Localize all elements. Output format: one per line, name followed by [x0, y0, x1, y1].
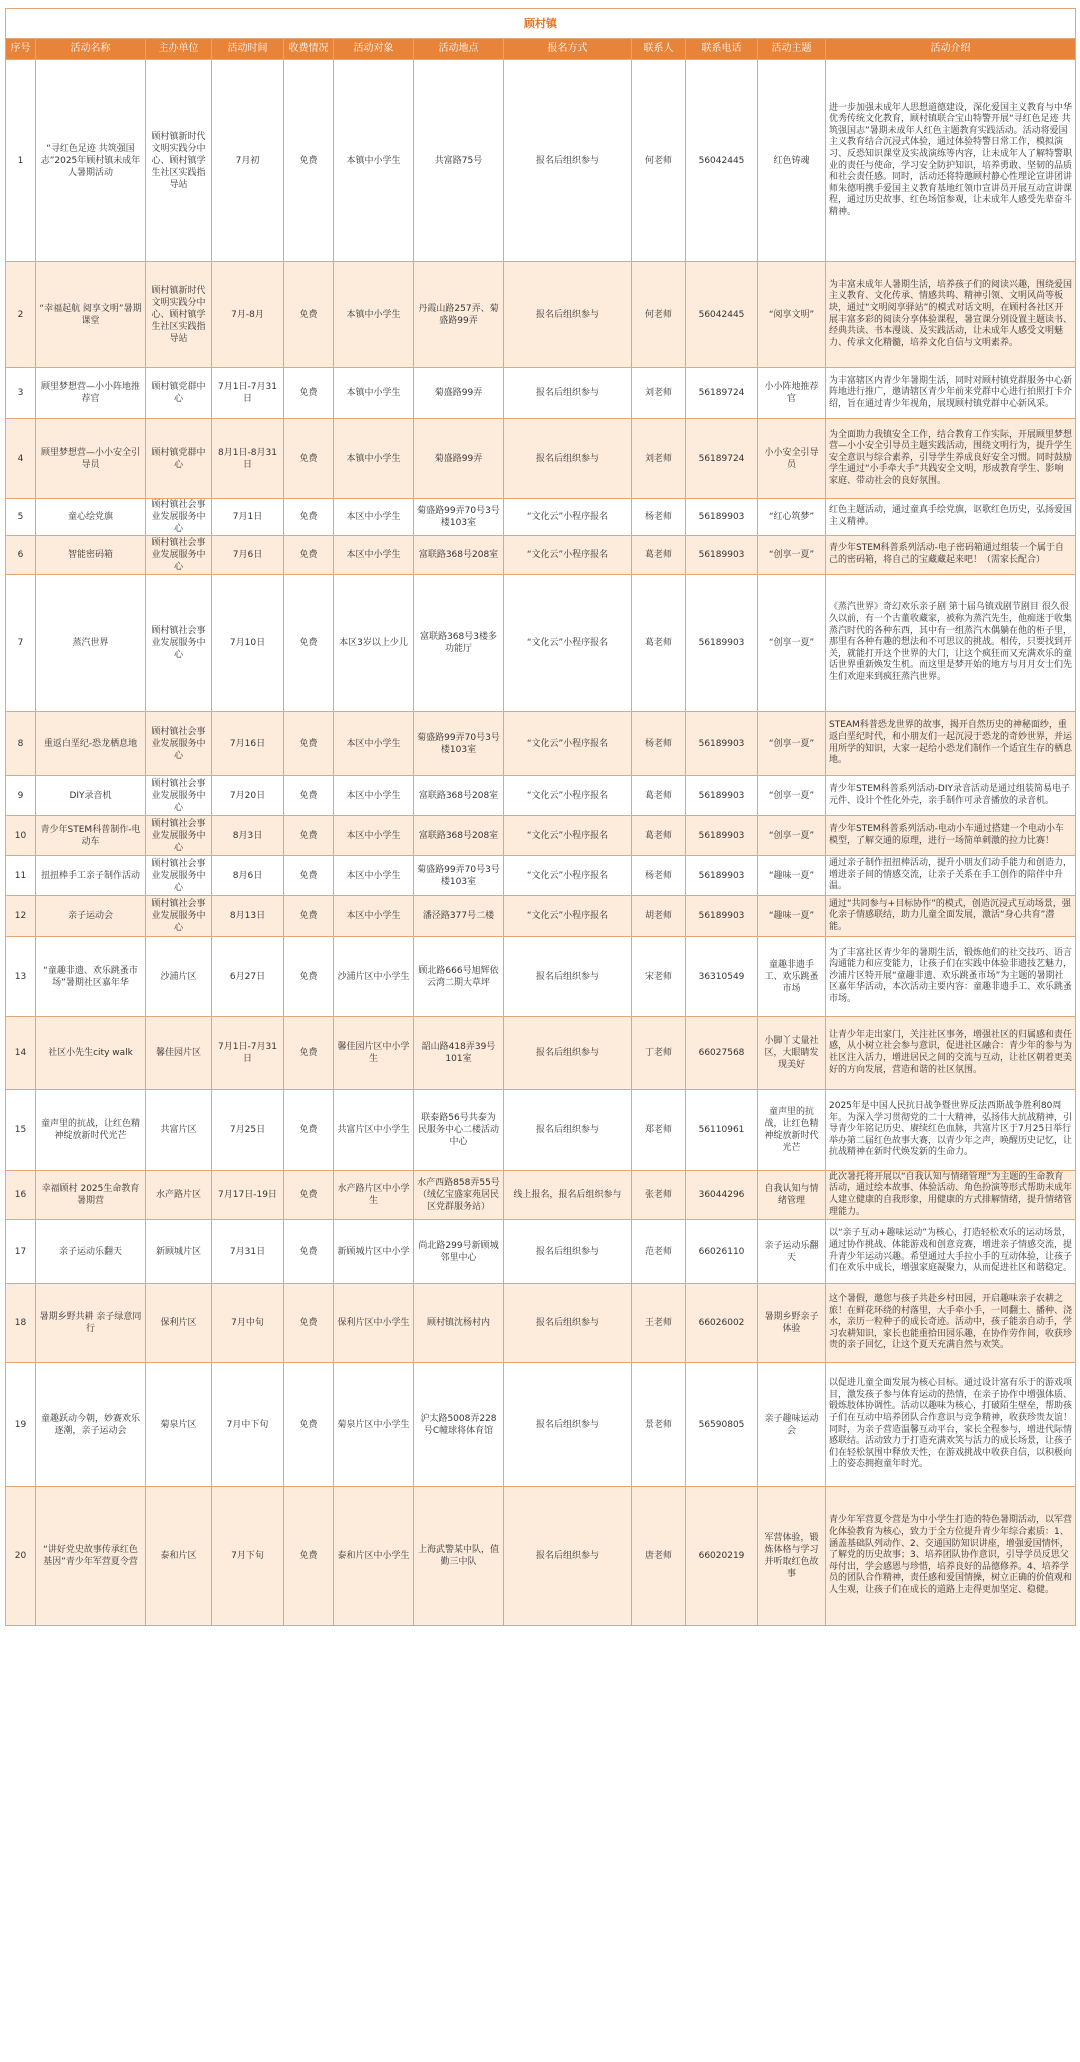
row-signup: “文化云”小程序报名	[504, 896, 632, 937]
table-row	[6, 60, 1076, 262]
row-target: 本区中小学生	[334, 856, 414, 896]
row-theme: 小小安全引导员	[758, 419, 826, 499]
table-row	[6, 1017, 1076, 1090]
row-activity-name: 扭扭棒手工亲子制作活动	[36, 856, 146, 896]
table-row	[6, 776, 1076, 816]
row-target: 本镇中小学生	[334, 60, 414, 262]
row-intro: 红色主题活动，通过童真手绘党旗，讴歌红色历史，弘扬爱国主义精神。	[826, 499, 1076, 536]
row-contact: 杨老师	[632, 712, 686, 776]
row-time: 7月下旬	[212, 1487, 284, 1626]
row-phone: 56110961	[686, 1090, 758, 1171]
row-time: 7月20日	[212, 776, 284, 816]
row-intro: 此次暑托将开展以“自我认知与情绪管理”为主题的生命教育活动，通过绘本故事、体验活动、角色扮演等形式帮助未成年人建立健康的自我形象，用健康的方式排解情绪，提升情绪管理能力。	[826, 1171, 1076, 1220]
row-activity-name: 童心绘党旗	[36, 499, 146, 536]
row-phone: 56189903	[686, 499, 758, 536]
header-intro: 活动介绍	[826, 39, 1076, 60]
row-fee: 免费	[284, 575, 334, 712]
row-organizer: 顾村镇新时代文明实践分中心、顾村镇学生社区实践指导站	[146, 60, 212, 262]
row-no: 4	[6, 419, 36, 499]
row-place: 丹霞山路257弄、菊盛路99弄	[414, 262, 504, 368]
row-target: 本区中小学生	[334, 536, 414, 575]
row-theme: 小脚丫丈量社区，大眼睛发现美好	[758, 1017, 826, 1090]
row-target: 本区中小学生	[334, 896, 414, 937]
row-fee: 免费	[284, 262, 334, 368]
row-intro: 青少年STEM科普系列活动-DIY录音活动是通过组装简易电子元件、设计个性化外壳，亲手制作可录音播放的录音机。	[826, 776, 1076, 816]
header-contact: 联系人	[632, 39, 686, 60]
row-time: 8月3日	[212, 816, 284, 856]
row-organizer: 顾村镇社会事业发展服务中心	[146, 776, 212, 816]
row-no: 9	[6, 776, 36, 816]
table-row	[6, 816, 1076, 856]
row-organizer: 菊泉片区	[146, 1363, 212, 1487]
row-contact: 杨老师	[632, 499, 686, 536]
row-time: 7月31日	[212, 1220, 284, 1284]
row-activity-name: DIY录音机	[36, 776, 146, 816]
row-intro: 这个暑假，邀您与孩子共赴乡村田园，开启趣味亲子农耕之旅！在鲜花环绕的村落里，大手牵小手，一同翻土、播种、浇水，亲历一粒种子的成长奇迹。活动中，孩子能亲自动手，学习农耕知识，家长也能重拾田园乐趣，在协作劳作间，收获珍贵的亲子回忆，让这个夏天充满自然与欢笑。	[826, 1284, 1076, 1363]
row-theme: “创享一夏”	[758, 536, 826, 575]
row-contact: 唐老师	[632, 1487, 686, 1626]
table-row	[6, 937, 1076, 1017]
row-target: 馨佳园片区中小学生	[334, 1017, 414, 1090]
header-place: 活动地点	[414, 39, 504, 60]
row-time: 7月17日-19日	[212, 1171, 284, 1220]
row-intro: 通过亲子制作扭扭棒活动，提升小朋友们动手能力和创造力，增进亲子间的情感交流，让亲子关系在手工创作的陪伴中升温。	[826, 856, 1076, 896]
row-theme: “创享一夏”	[758, 816, 826, 856]
row-contact: 杨老师	[632, 856, 686, 896]
row-phone: 56042445	[686, 60, 758, 262]
row-place: 富联路368号208室	[414, 536, 504, 575]
row-contact: 郑老师	[632, 1090, 686, 1171]
row-activity-name: 暑期乡野共耕 亲子绿意同行	[36, 1284, 146, 1363]
row-contact: 张老师	[632, 1171, 686, 1220]
row-organizer: 顾村镇社会事业发展服务中心	[146, 856, 212, 896]
row-activity-name: 顾里梦想营—小小安全引导员	[36, 419, 146, 499]
row-signup: “文化云”小程序报名	[504, 776, 632, 816]
row-time: 7月1日-7月31日	[212, 368, 284, 419]
table-row	[6, 575, 1076, 712]
row-fee: 免费	[284, 419, 334, 499]
table-title: 顾村镇	[6, 9, 1076, 39]
row-place: 富联路368号3楼多功能厅	[414, 575, 504, 712]
row-organizer: 顾村镇新时代文明实践分中心、顾村镇学生社区实践指导站	[146, 262, 212, 368]
row-phone: 56189903	[686, 712, 758, 776]
row-contact: 何老师	[632, 262, 686, 368]
row-target: 本区中小学生	[334, 499, 414, 536]
row-signup: 报名后组织参与	[504, 1090, 632, 1171]
row-target: 沙浦片区中小学生	[334, 937, 414, 1017]
row-theme: “阅享文明”	[758, 262, 826, 368]
row-activity-name: 幸福顾村 2025生命教育 暑期营	[36, 1171, 146, 1220]
row-theme: “趣味一夏”	[758, 896, 826, 937]
row-intro: 为了丰富社区青少年的暑期生活，锻炼他们的社交技巧、语言沟通能力和应变能力，让孩子们在实践中体验非遗技艺魅力，沙浦片区特开展“童趣非遗、欢乐跳蚤市场”为主题的暑期社区嘉年华活动，本次活动主要内容：童趣非遗手工、欢乐跳蚤市场。	[826, 937, 1076, 1017]
row-phone: 36310549	[686, 937, 758, 1017]
header-fee: 收费情况	[284, 39, 334, 60]
row-theme: 亲子趣味运动会	[758, 1363, 826, 1487]
row-phone: 56042445	[686, 262, 758, 368]
row-intro: 进一步加强未成年人思想道德建设，深化爱国主义教育与中华优秀传统文化教育，顾村镇联合宝山特警开展“寻红色足迹 共筑强国志”暑期未成年人红色主题教育实践活动。活动将爱国主义教育结合沉浸式体验，通过体验特警日常工作，模拟演习、反恐知识课堂及实战演练等内容，让未成年人了解特警职业的责任与使命，学习安全防护知识，培养勇敢、坚韧的品质和社会责任感。同时，活动还将特邀顾村静心性理论宣讲团讲师朱德明携手爱国主义教育基地红领巾宣讲员开展互动宣讲课程，通过历史故事、红色场馆参观，让未成年人感受先辈奋斗精神。	[826, 60, 1076, 262]
row-signup: 报名后组织参与	[504, 419, 632, 499]
row-target: 本区中小学生	[334, 776, 414, 816]
row-fee: 免费	[284, 1017, 334, 1090]
row-contact: 葛老师	[632, 816, 686, 856]
row-organizer: 顾村镇社会事业发展服务中心	[146, 896, 212, 937]
activity-table-container	[5, 8, 1075, 1626]
row-place: 顾北路666号旭辉依云湾二期大草坪	[414, 937, 504, 1017]
row-phone: 66027568	[686, 1017, 758, 1090]
table-row	[6, 1487, 1076, 1626]
row-place: 菊盛路99弄	[414, 419, 504, 499]
header-signup: 报名方式	[504, 39, 632, 60]
row-phone: 56189903	[686, 575, 758, 712]
row-no: 19	[6, 1363, 36, 1487]
table-row	[6, 1284, 1076, 1363]
row-place: 沪太路5008弄228号C幢球将体育馆	[414, 1363, 504, 1487]
row-time: 7月25日	[212, 1090, 284, 1171]
row-fee: 免费	[284, 816, 334, 856]
row-place: 韶山路418弄39号101室	[414, 1017, 504, 1090]
row-contact: 范老师	[632, 1220, 686, 1284]
row-place: 菊盛路99弄70号3号楼103室	[414, 856, 504, 896]
row-theme: 童趣非遗手工、欢乐跳蚤市场	[758, 937, 826, 1017]
row-signup: 报名后组织参与	[504, 1487, 632, 1626]
row-time: 7月中旬	[212, 1284, 284, 1363]
row-fee: 免费	[284, 1220, 334, 1284]
row-no: 14	[6, 1017, 36, 1090]
row-activity-name: 童趣跃动今朝，妙赛欢乐逐潮，亲子运动会	[36, 1363, 146, 1487]
table-row	[6, 368, 1076, 419]
row-intro: 为全面助力我镇安全工作，结合教育工作实际，开展顾里梦想营—小小安全引导员主题实践活动，围绕文明行为，提升学生安全意识与综合素养，引导学生养成良好安全习惯。同时鼓励学生通过“小手牵大手”共践安全文明，形成教育学生、影响家庭、带动社会的良好氛围。	[826, 419, 1076, 499]
row-place: 菊盛路99弄70号3号楼103室	[414, 712, 504, 776]
row-target: 水产路片区中小学生	[334, 1171, 414, 1220]
row-place: 联泰路56号共泰为民服务中心二楼活动中心	[414, 1090, 504, 1171]
row-place: 富联路368号208室	[414, 776, 504, 816]
row-intro: 青少年军营夏令营是为中小学生打造的特色暑期活动，以军营化体验教育为核心，致力于全方位提升青少年综合素质：1、涵盖基础队列动作、2、交通国防知识讲座，增强爱国情怀，了解党的历史故事；3、培养团队协作意识，引导学员反思父母付出，学会感恩与珍惜，培养良好的品德修养。4、培养学员的团队合作精神，责任感和爱国情操，树立正确的价值观和人生观，让孩子们在成长的道路上走得更加坚定、稳健。	[826, 1487, 1076, 1626]
row-time: 7月-8月	[212, 262, 284, 368]
row-signup: 报名后组织参与	[504, 1363, 632, 1487]
row-phone: 56189903	[686, 776, 758, 816]
row-theme: “创享一夏”	[758, 776, 826, 816]
row-no: 2	[6, 262, 36, 368]
row-theme: 童声里的抗战，让红色精神绽放新时代光芒	[758, 1090, 826, 1171]
row-no: 16	[6, 1171, 36, 1220]
row-phone: 56189903	[686, 896, 758, 937]
row-time: 8月1日-8月31日	[212, 419, 284, 499]
row-activity-name: 智能密码箱	[36, 536, 146, 575]
header-name: 活动名称	[36, 39, 146, 60]
row-phone: 36044296	[686, 1171, 758, 1220]
row-fee: 免费	[284, 896, 334, 937]
row-organizer: 新顾城片区	[146, 1220, 212, 1284]
row-no: 15	[6, 1090, 36, 1171]
row-no: 20	[6, 1487, 36, 1626]
row-no: 10	[6, 816, 36, 856]
row-no: 13	[6, 937, 36, 1017]
row-contact: 葛老师	[632, 776, 686, 816]
header-time: 活动时间	[212, 39, 284, 60]
row-intro: 2025年是中国人民抗日战争暨世界反法西斯战争胜利80周年。为深入学习贯彻党的二十大精神，弘扬伟大抗战精神，引导青少年铭记历史、赓续红色血脉，共富片区于7月25日举行举办第二届红色故事大赛，以青少年之声，唤醒历史记忆，让抗战精神在新时代焕发新的生命力。	[826, 1090, 1076, 1171]
row-signup: 报名后组织参与	[504, 937, 632, 1017]
table-row	[6, 1090, 1076, 1171]
row-no: 3	[6, 368, 36, 419]
row-target: 泰和片区中小学生	[334, 1487, 414, 1626]
header-target: 活动对象	[334, 39, 414, 60]
row-intro: 以“亲子互动+趣味运动”为核心，打造轻松欢乐的运动场景，通过协作挑战、体能游戏和创意竞赛，增进亲子情感交流，提升青少年运动兴趣。希望通过大手拉小手的互动体验，让孩子们在欢乐中成长，增强家庭凝聚力，从而促进社区和谐稳定。	[826, 1220, 1076, 1284]
row-activity-name: 亲子运动会	[36, 896, 146, 937]
row-place: 菊盛路99弄	[414, 368, 504, 419]
row-no: 5	[6, 499, 36, 536]
row-organizer: 水产路片区	[146, 1171, 212, 1220]
header-row	[6, 39, 1076, 60]
row-time: 6月27日	[212, 937, 284, 1017]
row-intro: 青少年STEM科普系列活动-电动小车通过搭建一个电动小车模型，了解交通的原理，进行一场简单刺激的拉力比赛！	[826, 816, 1076, 856]
row-signup: “文化云”小程序报名	[504, 499, 632, 536]
row-theme: 小小阵地推荐官	[758, 368, 826, 419]
row-theme: “创享一夏”	[758, 712, 826, 776]
row-time: 7月1日-7月31日	[212, 1017, 284, 1090]
row-activity-name: “童趣非遗、欢乐跳蚤市场”暑期社区嘉年华	[36, 937, 146, 1017]
row-intro: 以促进儿童全面发展为核心目标。通过设计富有乐于的游戏项目，激发孩子参与体育运动的热情，在亲子协作中增强体质、锻炼肢体协调性。活动以趣味为核心，打破陌生壁垒，帮助孩子们在互动中培养团队合作意识与竞争精神，收获珍贵友谊！同时，为亲子营造温馨互动平台，家长全程参与，增进代际情感联结。活动致力于打造充满欢笑与活力的成长场景，让孩子们在轻松氛围中释放天性，在游戏挑战中收获自信，以积极向上的姿态拥抱童年时光。	[826, 1363, 1076, 1487]
row-time: 7月中下旬	[212, 1363, 284, 1487]
row-organizer: 沙浦片区	[146, 937, 212, 1017]
row-no: 12	[6, 896, 36, 937]
row-organizer: 泰和片区	[146, 1487, 212, 1626]
row-target: 菊泉片区中小学生	[334, 1363, 414, 1487]
row-signup: “文化云”小程序报名	[504, 856, 632, 896]
row-target: 本区3岁以上少儿	[334, 575, 414, 712]
row-fee: 免费	[284, 712, 334, 776]
row-theme: “红心筑梦”	[758, 499, 826, 536]
row-no: 8	[6, 712, 36, 776]
row-place: 上海武警某中队，值勤三中队	[414, 1487, 504, 1626]
row-theme: “趣味一夏”	[758, 856, 826, 896]
row-signup: “文化云”小程序报名	[504, 575, 632, 712]
row-target: 保利片区中小学生	[334, 1284, 414, 1363]
row-fee: 免费	[284, 937, 334, 1017]
row-intro: STEAM科普恐龙世界的故事，揭开自然历史的神秘面纱，重返白垩纪时代，和小朋友们一起沉浸于恐龙的奇妙世界，并运用所学的知识，大家一起给小恐龙们制作一个适宜生存的栖息地。	[826, 712, 1076, 776]
row-target: 共富片区中小学生	[334, 1090, 414, 1171]
table-body	[6, 60, 1076, 1626]
row-phone: 56590805	[686, 1363, 758, 1487]
row-signup: 报名后组织参与	[504, 1284, 632, 1363]
row-contact: 景老师	[632, 1363, 686, 1487]
row-activity-name: 童声里的抗战，让红色精神绽放新时代光芒	[36, 1090, 146, 1171]
row-activity-name: 社区小先生city walk	[36, 1017, 146, 1090]
row-phone: 56189903	[686, 816, 758, 856]
row-target: 新顾城片区中小学	[334, 1220, 414, 1284]
row-organizer: 顾村镇社会事业发展服务中心	[146, 816, 212, 856]
row-no: 17	[6, 1220, 36, 1284]
row-organizer: 保利片区	[146, 1284, 212, 1363]
row-signup: 线上报名，报名后组织参与	[504, 1171, 632, 1220]
row-fee: 免费	[284, 1487, 334, 1626]
table-row	[6, 499, 1076, 536]
row-place: 菊盛路99弄70号3号楼103室	[414, 499, 504, 536]
row-phone: 66026110	[686, 1220, 758, 1284]
row-time: 7月10日	[212, 575, 284, 712]
row-organizer: 顾村镇社会事业发展服务中心	[146, 712, 212, 776]
row-theme: 自我认知与情绪管理	[758, 1171, 826, 1220]
row-phone: 66020219	[686, 1487, 758, 1626]
row-activity-name: 蒸汽世界	[36, 575, 146, 712]
row-organizer: 顾村镇党群中心	[146, 419, 212, 499]
row-place: 富联路368号208室	[414, 816, 504, 856]
row-organizer: 顾村镇社会事业发展服务中心	[146, 499, 212, 536]
table-row	[6, 1171, 1076, 1220]
row-activity-name: “寻红色足迹 共筑强国志”2025年顾村镇未成年人暑期活动	[36, 60, 146, 262]
row-activity-name: 顾里梦想营—小小阵地推荐官	[36, 368, 146, 419]
row-organizer: 馨佳园片区	[146, 1017, 212, 1090]
row-fee: 免费	[284, 368, 334, 419]
row-time: 8月13日	[212, 896, 284, 937]
row-fee: 免费	[284, 536, 334, 575]
row-organizer: 顾村镇社会事业发展服务中心	[146, 536, 212, 575]
row-signup: 报名后组织参与	[504, 368, 632, 419]
row-contact: 王老师	[632, 1284, 686, 1363]
row-no: 7	[6, 575, 36, 712]
row-place: 潘泾路377号二楼	[414, 896, 504, 937]
row-fee: 免费	[284, 499, 334, 536]
row-signup: 报名后组织参与	[504, 1017, 632, 1090]
row-phone: 56189903	[686, 536, 758, 575]
row-contact: 刘老师	[632, 419, 686, 499]
row-theme: 亲子运动乐翻天	[758, 1220, 826, 1284]
row-intro: 通过“共同参与+目标协作”的模式，创造沉浸式互动场景，强化亲子情感联结，助力儿童全面发展，激活“身心共育”潜能。	[826, 896, 1076, 937]
row-signup: “文化云”小程序报名	[504, 712, 632, 776]
row-intro: 青少年STEM科普系列活动-电子密码箱通过组装一个属于自己的密码箱，将自己的宝藏藏起来吧！（需家长配合）	[826, 536, 1076, 575]
row-contact: 刘老师	[632, 368, 686, 419]
row-place: 尚北路299号新顾城邻里中心	[414, 1220, 504, 1284]
row-time: 8月6日	[212, 856, 284, 896]
row-signup: “文化云”小程序报名	[504, 816, 632, 856]
row-activity-name: “幸福起航 阅享文明”暑期课堂	[36, 262, 146, 368]
row-no: 11	[6, 856, 36, 896]
table-row	[6, 419, 1076, 499]
row-time: 7月初	[212, 60, 284, 262]
table-row	[6, 712, 1076, 776]
row-phone: 56189724	[686, 368, 758, 419]
row-intro: 让青少年走出家门，关注社区事务，增强社区的归属感和责任感，从小树立社会参与意识，促进社区融合：青少年的参与为社区注入活力，增进居民之间的交流与互动，让社区朝着更美好的方向发展，营造和谐的社区氛围。	[826, 1017, 1076, 1090]
row-phone: 56189903	[686, 856, 758, 896]
table-row	[6, 536, 1076, 575]
row-signup: “文化云”小程序报名	[504, 536, 632, 575]
row-theme: “创享一夏”	[758, 575, 826, 712]
row-theme: 红色铸魂	[758, 60, 826, 262]
row-time: 7月6日	[212, 536, 284, 575]
row-activity-name: 重返白垩纪-恐龙栖息地	[36, 712, 146, 776]
row-contact: 葛老师	[632, 575, 686, 712]
row-contact: 胡老师	[632, 896, 686, 937]
row-contact: 宋老师	[632, 937, 686, 1017]
row-contact: 何老师	[632, 60, 686, 262]
row-activity-name: 青少年STEM科普制作-电动车	[36, 816, 146, 856]
table-row	[6, 1363, 1076, 1487]
row-intro: 为丰富未成年人暑期生活，培养孩子们的阅读兴趣，围绕爱国主义教育、文化传承、情感共鸣、精神引领、文明风尚等板块，通过“文明阅享驿站”的模式对话文明，在顾村各社区开展丰富多彩的阅读分享体验课程，暑宣课分别设置主题读书、经典共读、书本漫谈、及实践活动，让未成年人感受文明魅力、传承文化精髓，培养文化自信与文明素养。	[826, 262, 1076, 368]
row-fee: 免费	[284, 1284, 334, 1363]
row-activity-name: 亲子运动乐翻天	[36, 1220, 146, 1284]
table-row	[6, 896, 1076, 937]
row-theme: 暑期乡野亲子体验	[758, 1284, 826, 1363]
table-row	[6, 1220, 1076, 1284]
row-no: 6	[6, 536, 36, 575]
row-intro: 《蒸汽世界》奇幻欢乐亲子剧 第十届乌镇戏剧节剧目 很久很久以前，有一个古董收藏家，被称为蒸汽先生，他痴迷于收集蒸汽时代的各种东西，其中有一组蒸汽木偶躺在他的柜子里，那里有各种有趣的想法和不可思议的挑战。相传，只要找到开关，就能打开这个世界的大门，让这个疯狂而又充满欢乐的童话世界重新焕发生机。而这里是梦开始的地方与月月女士们先生们欢迎来到疯狂蒸汽世界。	[826, 575, 1076, 712]
header-theme: 活动主题	[758, 39, 826, 60]
row-target: 本区中小学生	[334, 712, 414, 776]
row-target: 本镇中小学生	[334, 368, 414, 419]
row-no: 1	[6, 60, 36, 262]
row-organizer: 顾村镇社会事业发展服务中心	[146, 575, 212, 712]
row-contact: 葛老师	[632, 536, 686, 575]
table-row	[6, 262, 1076, 368]
row-target: 本镇中小学生	[334, 419, 414, 499]
row-phone: 66026002	[686, 1284, 758, 1363]
row-time: 7月1日	[212, 499, 284, 536]
row-fee: 免费	[284, 60, 334, 262]
row-time: 7月16日	[212, 712, 284, 776]
row-fee: 免费	[284, 856, 334, 896]
row-signup: 报名后组织参与	[504, 262, 632, 368]
header-org: 主办单位	[146, 39, 212, 60]
row-place: 顾村镇沈杨村内	[414, 1284, 504, 1363]
row-signup: 报名后组织参与	[504, 1220, 632, 1284]
row-fee: 免费	[284, 776, 334, 816]
row-place: 水产西路858弄55号（绒亿宝盛家苑居民区党群服务站）	[414, 1171, 504, 1220]
row-organizer: 共富片区	[146, 1090, 212, 1171]
row-target: 本区中小学生	[334, 816, 414, 856]
row-place: 共富路75号	[414, 60, 504, 262]
header-no: 序号	[6, 39, 36, 60]
row-intro: 为丰富辖区内青少年暑期生活，同时对顾村镇党群服务中心新阵地进行推广，邀请辖区青少年前来党群中心进行拍照打卡介绍，旨在通过青少年视角，展现顾村镇党群中心新风采。	[826, 368, 1076, 419]
row-activity-name: “讲好党史故事传承红色基因”青少年军营夏令营	[36, 1487, 146, 1626]
row-fee: 免费	[284, 1090, 334, 1171]
row-fee: 免费	[284, 1171, 334, 1220]
table-row	[6, 856, 1076, 896]
row-phone: 56189724	[686, 419, 758, 499]
row-signup: 报名后组织参与	[504, 60, 632, 262]
row-organizer: 顾村镇党群中心	[146, 368, 212, 419]
row-fee: 免费	[284, 1363, 334, 1487]
row-target: 本镇中小学生	[334, 262, 414, 368]
header-phone: 联系电话	[686, 39, 758, 60]
row-contact: 丁老师	[632, 1017, 686, 1090]
activity-table	[5, 8, 1076, 1626]
row-no: 18	[6, 1284, 36, 1363]
row-theme: 军营体验，锻炼体格与学习并听取红色故事	[758, 1487, 826, 1626]
